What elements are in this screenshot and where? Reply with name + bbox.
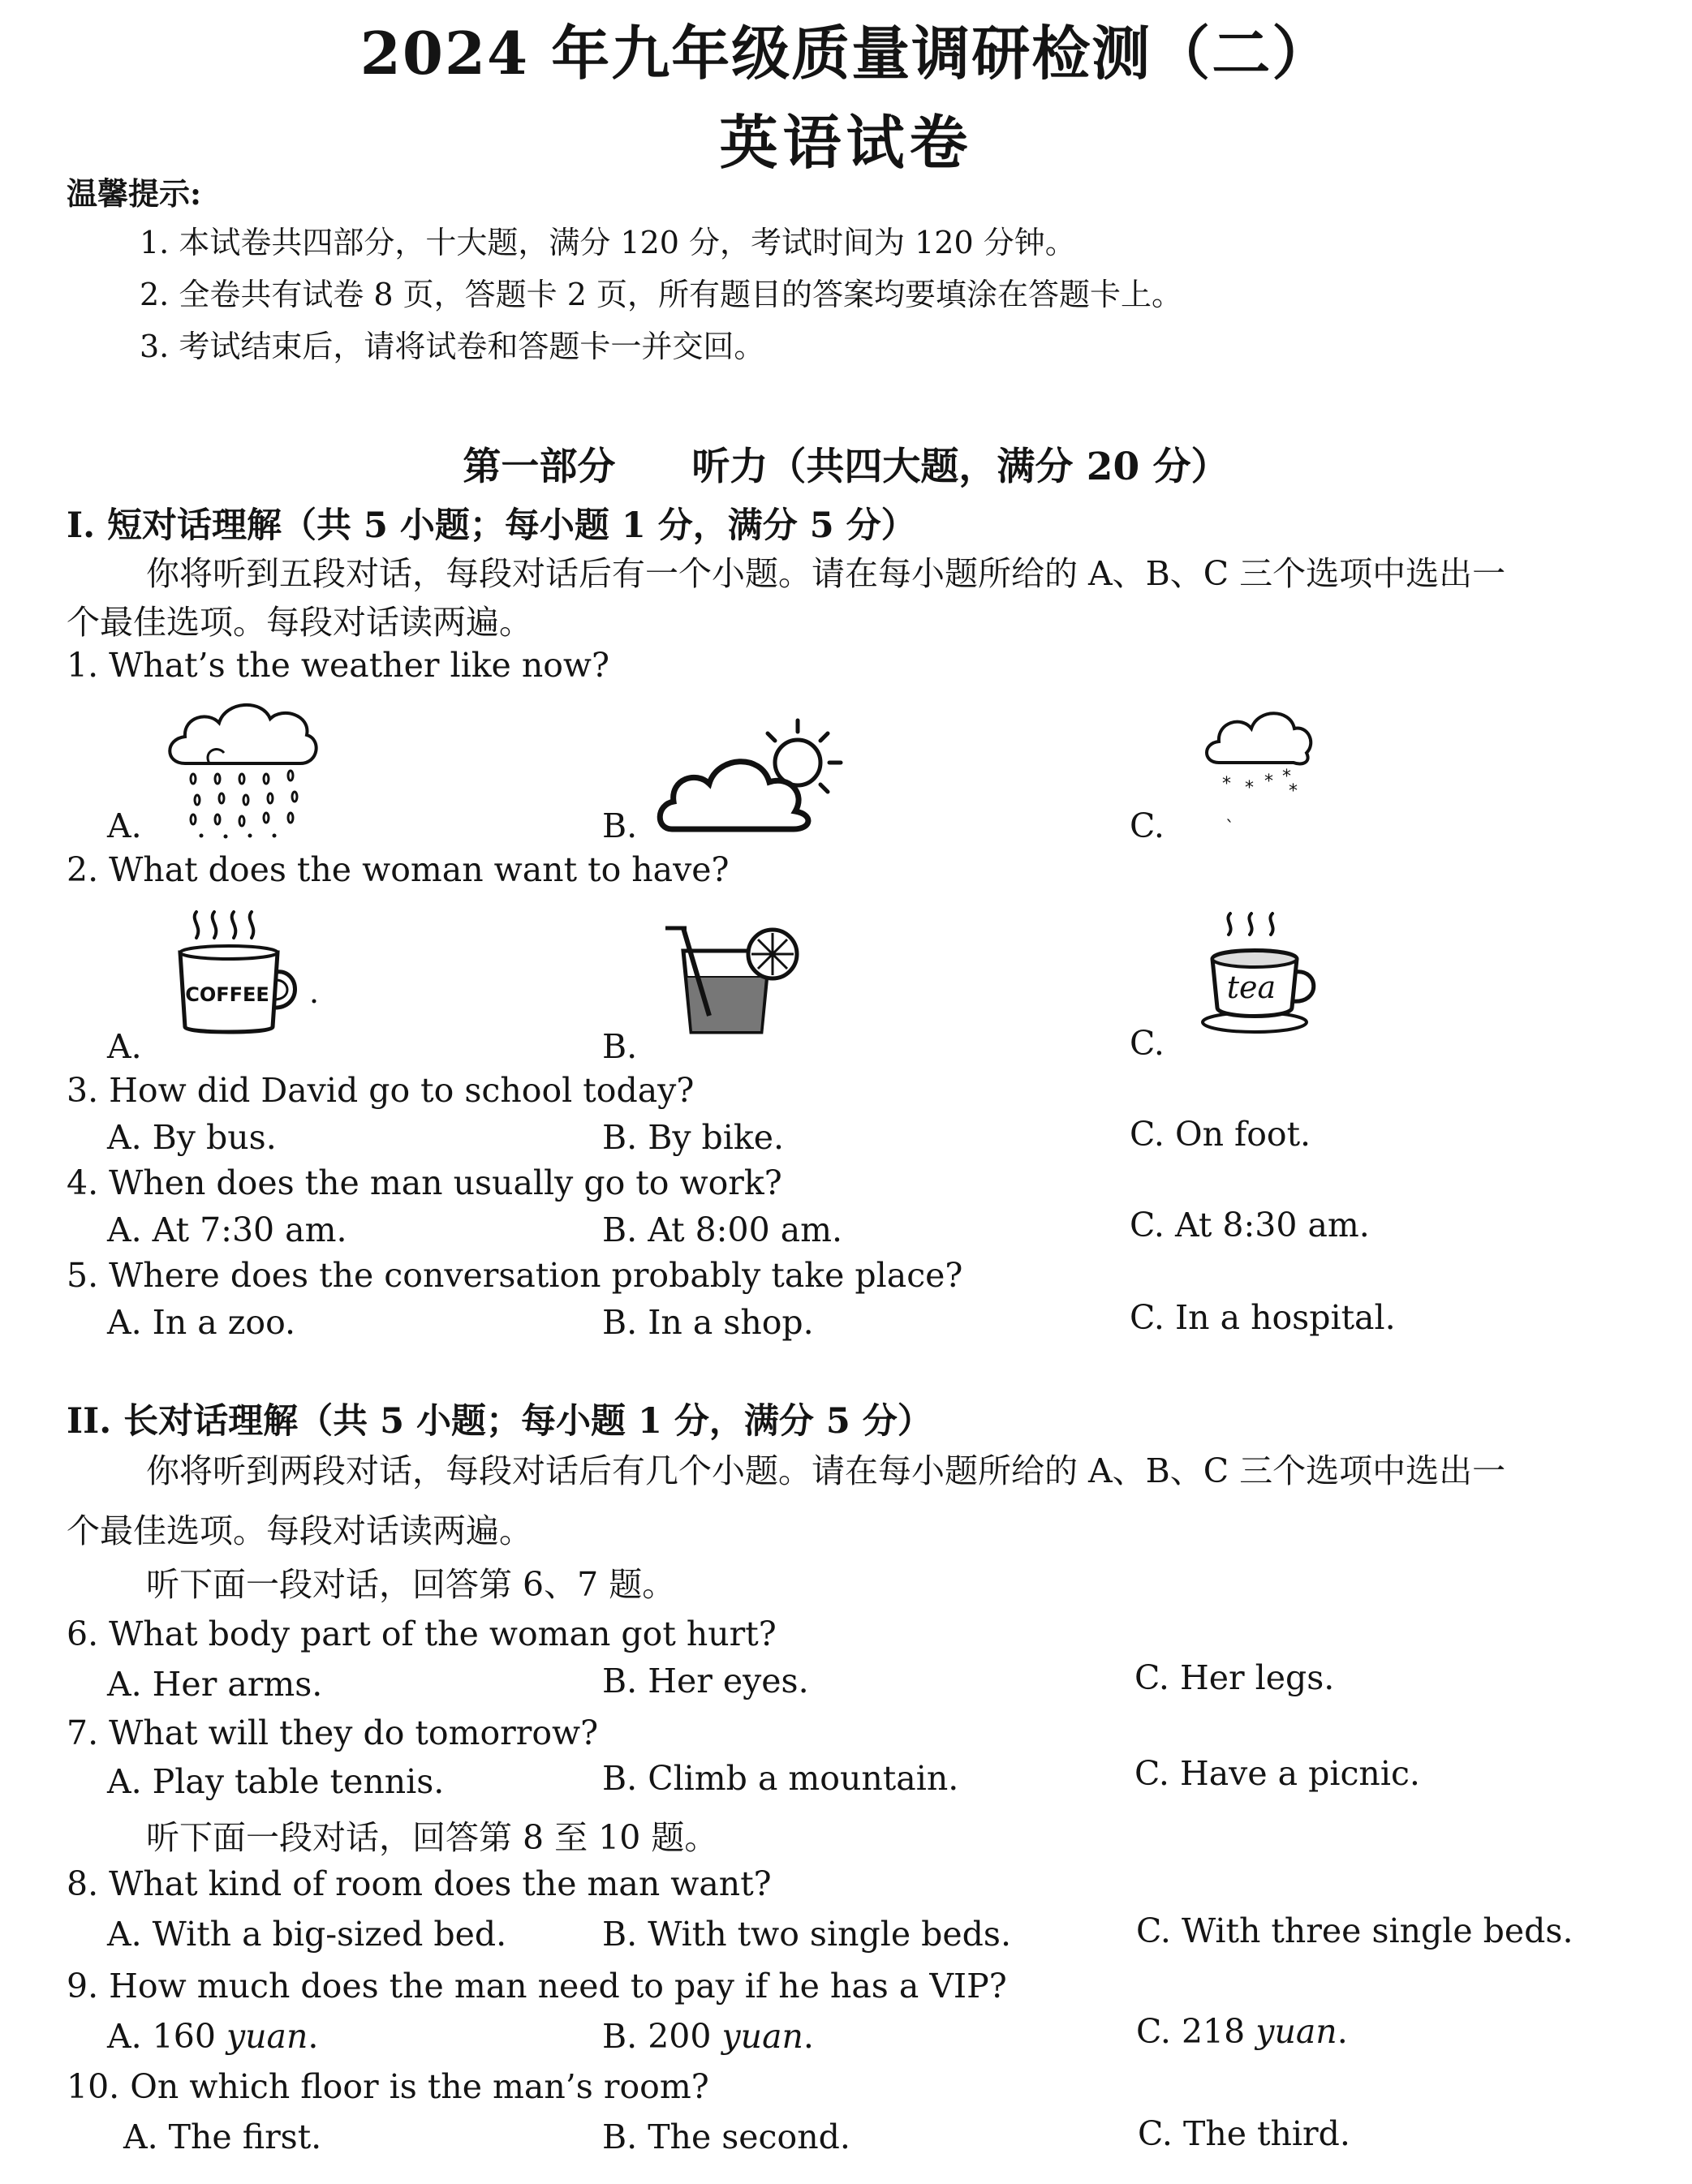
juice-glass-icon — [659, 922, 805, 1037]
instruction-text: 个最佳选项。每段对话读两遍。 — [67, 603, 532, 642]
option-label: A. — [107, 1027, 142, 1066]
question-5: 5. Where does the conversation probably take place? — [67, 1256, 963, 1295]
rain-cloud-icon — [161, 694, 323, 840]
question-2: 2. What does the woman want to have? — [67, 850, 730, 889]
option-b-value: B. 200 — [602, 2017, 712, 2056]
option-c: C. On foot. — [1130, 1115, 1311, 1154]
option-a: A. In a zoo. — [107, 1303, 296, 1342]
tip-item: 1. 本试卷共四部分，十大题，满分 120 分，考试时间为 120 分钟。 — [140, 225, 1076, 260]
tip-item: 3. 考试结束后，请将试卷和答题卡一并交回。 — [140, 329, 765, 364]
option-a: A. At 7:30 am. — [107, 1210, 347, 1249]
option-b: B. At 8:00 am. — [602, 1210, 843, 1249]
option-a: A. With a big-sized bed. — [107, 1915, 507, 1954]
coffee-cup-icon — [172, 905, 318, 1038]
option-c: C. With three single beds. — [1136, 1911, 1574, 1950]
option-b — [602, 2017, 814, 2056]
period: . — [803, 2017, 814, 2056]
option-label: A. — [107, 806, 142, 845]
section-heading: II. 长对话理解（共 5 小题；每小题 1 分，满分 5 分） — [67, 1401, 932, 1442]
question-7: 7. What will they do tomorrow? — [67, 1713, 599, 1752]
exam-subtitle: 英语试卷 — [719, 108, 973, 177]
option-b: B. With two single beds. — [602, 1915, 1011, 1954]
option-b: B. By bike. — [602, 1118, 785, 1157]
option-a: A. Play table tennis. — [107, 1762, 445, 1801]
period: . — [1337, 2012, 1348, 2051]
unit: yuan — [226, 2017, 308, 2056]
option-a: A. By bus. — [107, 1118, 277, 1157]
option-a: A. Her arms. — [107, 1665, 323, 1704]
svg-text:*: * — [1245, 778, 1254, 798]
period: . — [308, 2017, 319, 2056]
question-8: 8. What kind of room does the man want? — [67, 1864, 772, 1903]
question-3: 3. How did David go to school today? — [67, 1071, 695, 1110]
option-label: B. — [602, 806, 638, 845]
svg-text:*: * — [1289, 781, 1298, 802]
option-c — [1136, 2012, 1348, 2051]
question-6: 6. What body part of the woman got hurt? — [67, 1614, 777, 1653]
tea-cup-icon — [1201, 909, 1323, 1038]
question-1: 1. What’s the weather like now? — [67, 646, 610, 685]
option-a-value: A. 160 — [107, 2017, 216, 2056]
option-label: C. — [1130, 1024, 1165, 1063]
question-4: 4. When does the man usually go to work? — [67, 1163, 782, 1202]
option-b: B. Her eyes. — [602, 1662, 809, 1700]
cloud-sun-icon — [656, 714, 850, 844]
option-a: A. The first. — [123, 2117, 322, 2156]
tips-heading: 温馨提示: — [67, 175, 202, 212]
option-label: B. — [602, 1027, 638, 1066]
option-label: C. — [1130, 806, 1165, 845]
coffee-word: COFFEE — [185, 983, 269, 1006]
option-c: C. Have a picnic. — [1134, 1754, 1420, 1793]
sub-instruction: 听下面一段对话，回答第 8 至 10 题。 — [146, 1818, 718, 1857]
tip-item: 2. 全卷共有试卷 8 页，答题卡 2 页，所有题目的答案均要填涂在答题卡上。 — [140, 277, 1183, 312]
instruction-text: 你将听到五段对话，每段对话后有一个小题。请在每小题所给的 A、B、C 三个选项中选出一 — [146, 554, 1506, 593]
option-c: C. Her legs. — [1134, 1658, 1335, 1697]
option-b: B. The second. — [602, 2117, 850, 2156]
option-c: C. In a hospital. — [1130, 1298, 1396, 1337]
sub-instruction: 听下面一段对话，回答第 6、7 题。 — [146, 1565, 676, 1604]
option-c: C. At 8:30 am. — [1130, 1206, 1370, 1245]
exam-title: 2024 年九年级质量调研检测（二） — [359, 19, 1333, 88]
question-9: 9. How much does the man need to pay if he has a VIP? — [67, 1967, 1007, 2006]
option-b: B. In a shop. — [602, 1303, 814, 1342]
unit: yuan — [1255, 2012, 1337, 2051]
instruction-text: 个最佳选项。每段对话读两遍。 — [67, 1511, 532, 1550]
option-c: C. The third. — [1138, 2114, 1350, 2153]
tea-word: tea — [1226, 969, 1277, 1005]
question-10: 10. On which floor is the man’s room? — [67, 2067, 709, 2106]
svg-text:*: * — [1222, 774, 1231, 794]
instruction-text: 你将听到两段对话，每段对话后有几个小题。请在每小题所给的 A、B、C 三个选项中选出一 — [146, 1451, 1506, 1490]
svg-text:*: * — [1264, 772, 1273, 792]
section-heading: I. 短对话理解（共 5 小题；每小题 1 分，满分 5 分） — [67, 505, 916, 546]
snow-cloud-icon — [1201, 704, 1315, 826]
unit: yuan — [721, 2017, 803, 2056]
part-title: 第一部分 听力（共四大题，满分 20 分） — [463, 445, 1229, 489]
option-b: B. Climb a mountain. — [602, 1759, 959, 1798]
option-c-value: C. 218 — [1136, 2012, 1246, 2051]
svg-text:*: * — [1282, 767, 1291, 787]
option-a — [107, 2017, 318, 2056]
svg-text:ˎ: ˎ — [1225, 802, 1234, 823]
